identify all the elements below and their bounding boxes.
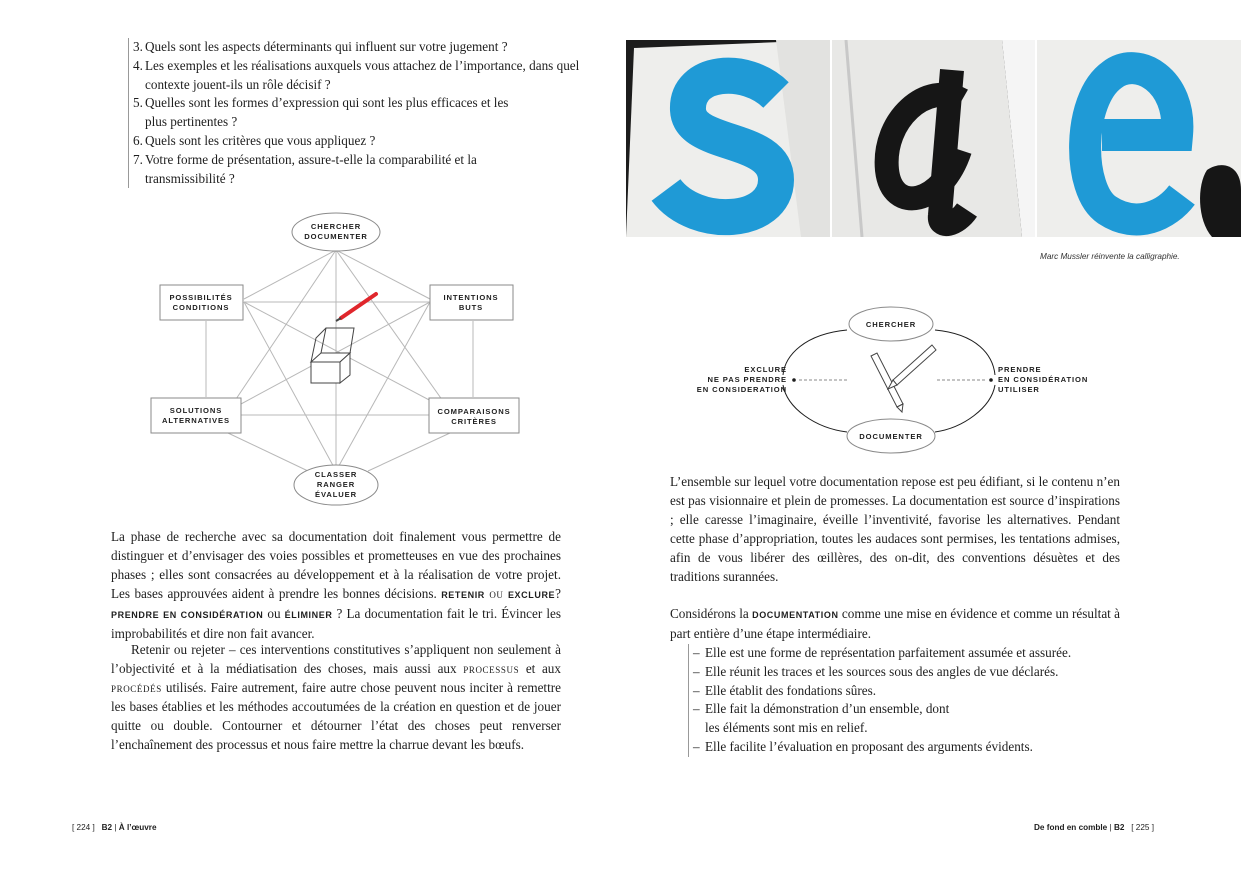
red-pencil-icon [336, 294, 376, 321]
node-label: CHERCHER [865, 320, 917, 329]
list-text: Votre forme de présentation, assure-t-elle la comparabilité et la transmissibilité ? [145, 151, 477, 186]
left-paragraph-1 [111, 528, 561, 643]
node-label: COMPARAISONS [437, 407, 511, 416]
running-title: De fond en comble [1034, 823, 1108, 832]
right-label: PRENDRE [998, 365, 1042, 374]
node-label: ALTERNATIVES [162, 416, 230, 425]
list-item [133, 38, 583, 57]
list-dash: – [693, 738, 700, 754]
list-number: 6. [133, 132, 143, 148]
bullet-dot [792, 378, 796, 382]
list-text: Elle fait la démonstration d’un ensemble, dont les éléments sont mis en relief. [705, 701, 950, 736]
paragraph-text: Retenir ou rejeter – ces interventions constitutives s’appliquent non seulement à l’objectivité et à la médiatisation des choses, mais aussi aux [111, 642, 561, 676]
page-number: [ 225 ] [1131, 823, 1155, 832]
footer-separator: | [114, 823, 117, 832]
list-text: Quels sont les critères que vous appliquez ? [145, 132, 376, 148]
list-text: Les exemples et les réalisations auxquels vous attachez de l’importance, dans quel contexte jouent-ils un rôle décisif ? [145, 57, 580, 92]
keyword-documentation: DOCUMENTATION [752, 610, 839, 620]
list-item [133, 151, 583, 189]
list-item [133, 132, 583, 151]
right-paragraph-2 [670, 605, 1120, 644]
node-label: DOCUMENTER [304, 232, 368, 241]
question-list [128, 38, 583, 188]
left-paragraph-2 [111, 641, 561, 754]
node-label: SOLUTIONS [169, 406, 223, 415]
list-dash: – [693, 645, 700, 660]
right-label: EN CONSIDÉRATION [998, 375, 1089, 384]
list-number: 3. [133, 39, 143, 54]
footer-separator: | [1109, 823, 1112, 832]
paragraph-text: et aux [525, 660, 561, 676]
open-box-icon [311, 328, 354, 383]
node-label: CLASSER [314, 470, 358, 479]
photo-caption: Marc Mussler réinvente la calligraphie. [1040, 252, 1180, 261]
paragraph-text: La phase de recherche avec sa documentation doit finalement vous permettre de distinguer et d’envisager des voies possibles et prometteuses en vue des prochaines phases ; elles sont consacrées au développement et à la réalisation de votre projet. Les bases approuvées aident à prendre les bonnes décisions. [111, 529, 561, 601]
node-label: ÉVALUER [314, 490, 358, 499]
node-label: DOCUMENTER [859, 432, 923, 441]
list-dash: – [693, 701, 700, 717]
keyword-processus: processus [463, 660, 520, 676]
running-title: À l’œuvre [118, 823, 157, 832]
node-label: INTENTIONS [443, 293, 499, 302]
node-label: BUTS [458, 303, 484, 312]
paragraph-text: ? [555, 585, 562, 601]
paragraph-text: comme une mise en évidence et comme un résultat à part entière d’une étape intermédiaire. [670, 606, 1121, 641]
list-item [693, 738, 1113, 757]
keyword-procedes: procédés [111, 679, 162, 695]
left-label: EN CONSIDERATION [696, 385, 787, 394]
node-documenter [847, 419, 935, 453]
list-text: Elle établit des fondations sûres. [705, 682, 877, 698]
left-footer [72, 823, 157, 832]
paragraph-text: ou [267, 605, 281, 621]
node-bottom [294, 465, 378, 505]
document-cycle-diagram [695, 300, 1095, 455]
keyword-retenir: RETENIR [441, 589, 485, 600]
list-item [693, 663, 1113, 682]
node-label: CRITÈRES [451, 417, 497, 426]
crossed-pencils-icon [871, 345, 936, 412]
node-label: CONDITIONS [172, 303, 230, 312]
keyword-exclure: EXCLURE [507, 589, 556, 600]
node-upper-left [160, 285, 243, 320]
list-text: Elle facilite l’évaluation en proposant des arguments évidents. [705, 738, 1033, 754]
right-footer [1034, 823, 1154, 832]
paragraph-text: utilisés. Faire autrement, faire autre chose peuvent nous inciter à remettre les bases établies et les méthodes accoutumées de la création en question et de jouer quitte ou double. Contourner et détourner l’état des choses peut renverser l’enchaînement des processus et nous faire mettre la charrue devant les bœufs. [111, 679, 561, 752]
node-chercher [849, 307, 933, 341]
list-item [693, 644, 1113, 663]
list-text: Elle réunit les traces et les sources sous des angles de vue déclarés. [705, 663, 1059, 679]
left-label: NE PAS PRENDRE [707, 375, 787, 384]
right-label: UTILISER [998, 385, 1040, 394]
photo-letter-a [832, 40, 1035, 237]
list-text: Quels sont les aspects déterminants qui influent sur votre jugement ? [145, 39, 508, 54]
node-top [292, 213, 380, 251]
keyword-prendre: PRENDRE EN CONSIDÉRATION [111, 609, 264, 620]
node-label: RANGER [316, 480, 356, 489]
list-item [693, 700, 1113, 738]
list-text: Quelles sont les formes d’expression qui sont les plus efficaces et les plus pertinentes ? [145, 95, 509, 130]
paragraph-text: Considérons la [670, 606, 749, 621]
list-number: 5. [133, 95, 143, 111]
paragraph-text: ? La documentation fait le tri. Évincer les improbabilités et dire non fait avancer. [111, 605, 561, 641]
list-item [693, 682, 1113, 701]
right-paragraph-1: L’ensemble sur lequel votre documentation repose est peu édifiant, si le contenu n’en est pas visionnaire et plein de promesses. La documentation est source d’inspirations ; elle caresse l’imaginaire, éveille l’inventivité, favorise les alternatives. Pendant cette phase d’appropriation, toutes les audaces sont permises, les tentations admises, afin de vous libérer des œillères, des on-dit, des conventions désuètes et des traditions surannées. [670, 474, 1120, 584]
left-label: EXCLURE [744, 365, 787, 374]
section-code: B2 [101, 823, 113, 832]
section-code: B2 [1113, 823, 1125, 832]
bullet-dot [989, 378, 993, 382]
photo-letter-s [626, 40, 830, 237]
node-upper-right [430, 285, 513, 320]
painted-s-image [626, 40, 830, 237]
node-label: POSSIBILITÉS [169, 293, 233, 302]
page-number: [ 224 ] [72, 823, 95, 832]
list-number: 7. [133, 151, 143, 167]
list-dash: – [693, 663, 700, 679]
node-lower-right [429, 398, 519, 433]
node-label: CHERCHER [310, 222, 362, 231]
list-number: 4. [133, 57, 143, 73]
list-item [133, 94, 583, 132]
paragraph-text: ou [489, 585, 504, 601]
research-network-diagram [140, 205, 540, 510]
dash-list [688, 644, 1113, 757]
painted-e-image [1037, 40, 1241, 237]
photo-letter-e [1037, 40, 1241, 237]
list-item [133, 57, 583, 95]
list-dash: – [693, 682, 700, 698]
node-lower-left [151, 398, 241, 433]
list-text: Elle est une forme de représentation parfaitement assumée et assurée. [705, 645, 1072, 660]
keyword-eliminer: ÉLIMINER [284, 609, 333, 620]
painted-a-image [832, 40, 1035, 237]
